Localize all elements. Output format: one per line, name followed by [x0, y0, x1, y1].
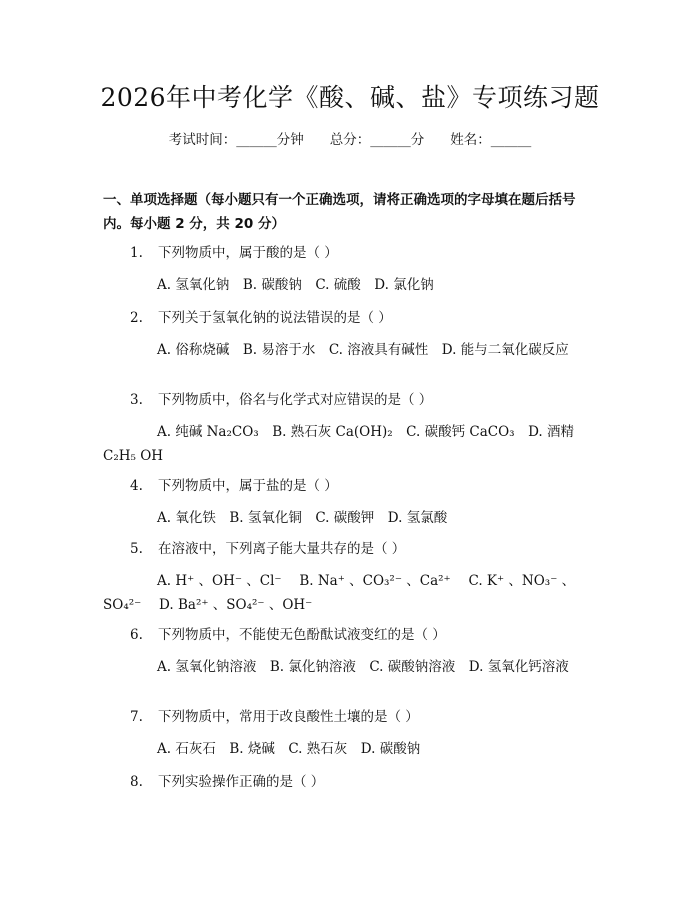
- question-text: 下列实验操作正确的是（ ）: [158, 774, 325, 790]
- student-name-field: 姓名：______: [450, 132, 532, 148]
- question-4: [103, 474, 599, 530]
- question-stem: [103, 623, 599, 647]
- question-text: 在溶液中，下列离子能大量共存的是（ ）: [158, 541, 406, 557]
- section-heading-single-choice: 一、单项选择题（每小题只有一个正确选项，请将正确选项的字母填在题后括号内。每小题 2 分，共 20 分）: [103, 192, 576, 232]
- question-options: A. 石灰石 B. 烧碱 C. 熟石灰 D. 碳酸钠: [157, 741, 421, 757]
- exam-time-field: 考试时间：______分钟: [168, 132, 304, 148]
- question-options: A. 俗称烧碱 B. 易溶于水 C. 溶液具有碱性 D. 能与二氧化碳反应: [157, 342, 569, 358]
- question-stem: [103, 241, 599, 265]
- question-6: [103, 623, 599, 679]
- question-number: 8.: [130, 774, 143, 790]
- question-7: [103, 705, 599, 761]
- question-8: [103, 770, 599, 794]
- question-text: 下列物质中，常用于改良酸性土壤的是（ ）: [158, 709, 419, 725]
- question-stem: [103, 537, 599, 561]
- question-number: 3.: [130, 392, 143, 408]
- question-text: 下列物质中，属于酸的是（ ）: [158, 245, 338, 261]
- exam-info-line: [0, 130, 700, 150]
- question-stem: [103, 474, 599, 498]
- question-3: [103, 388, 599, 468]
- question-stem: [103, 705, 599, 729]
- question-number: 2.: [130, 310, 143, 326]
- question-text: 下列物质中，俗名与化学式对应错误的是（ ）: [158, 392, 433, 408]
- question-number: 4.: [130, 478, 143, 494]
- question-options: A. 氢氧化钠溶液 B. 氯化钠溶液 C. 碳酸钠溶液 D. 氢氧化钙溶液: [157, 659, 569, 675]
- question-text: 下列物质中，属于盐的是（ ）: [158, 478, 338, 494]
- question-number: 1.: [130, 245, 143, 261]
- total-score-field: 总分：______分: [329, 132, 425, 148]
- question-number: 6.: [130, 627, 143, 643]
- question-options: A. 氧化铁 B. 氢氧化铜 C. 碳酸钾 D. 氢氯酸: [157, 510, 448, 526]
- question-stem: [103, 770, 599, 794]
- question-text: 下列关于氢氧化钠的说法错误的是（ ）: [158, 310, 392, 326]
- question-2: [103, 306, 599, 362]
- question-options: A. 氢氧化钠 B. 碳酸钠 C. 硫酸 D. 氯化钠: [157, 277, 434, 293]
- question-text: 下列物质中，不能使无色酚酞试液变红的是（ ）: [158, 627, 446, 643]
- question-options: A. 纯碱 Na₂CO₃ B. 熟石灰 Ca(OH)₂ C. 碳酸钙 CaCO₃ D. 酒精 C₂H₅ OH: [103, 424, 574, 464]
- question-1: [103, 241, 599, 297]
- question-number: 7.: [130, 709, 143, 725]
- question-options: A. H⁺ 、OH⁻ 、Cl⁻ B. Na⁺ 、CO₃²⁻ 、Ca²⁺ C. K⁺ 、NO₃⁻ 、SO₄²⁻ D. Ba²⁺ 、SO₄²⁻ 、OH⁻: [103, 573, 576, 613]
- question-stem: [103, 388, 599, 412]
- question-5: [103, 537, 599, 617]
- question-stem: [103, 306, 599, 330]
- question-number: 5.: [130, 541, 143, 557]
- page-title: 2026年中考化学《酸、碱、盐》专项练习题: [100, 83, 600, 112]
